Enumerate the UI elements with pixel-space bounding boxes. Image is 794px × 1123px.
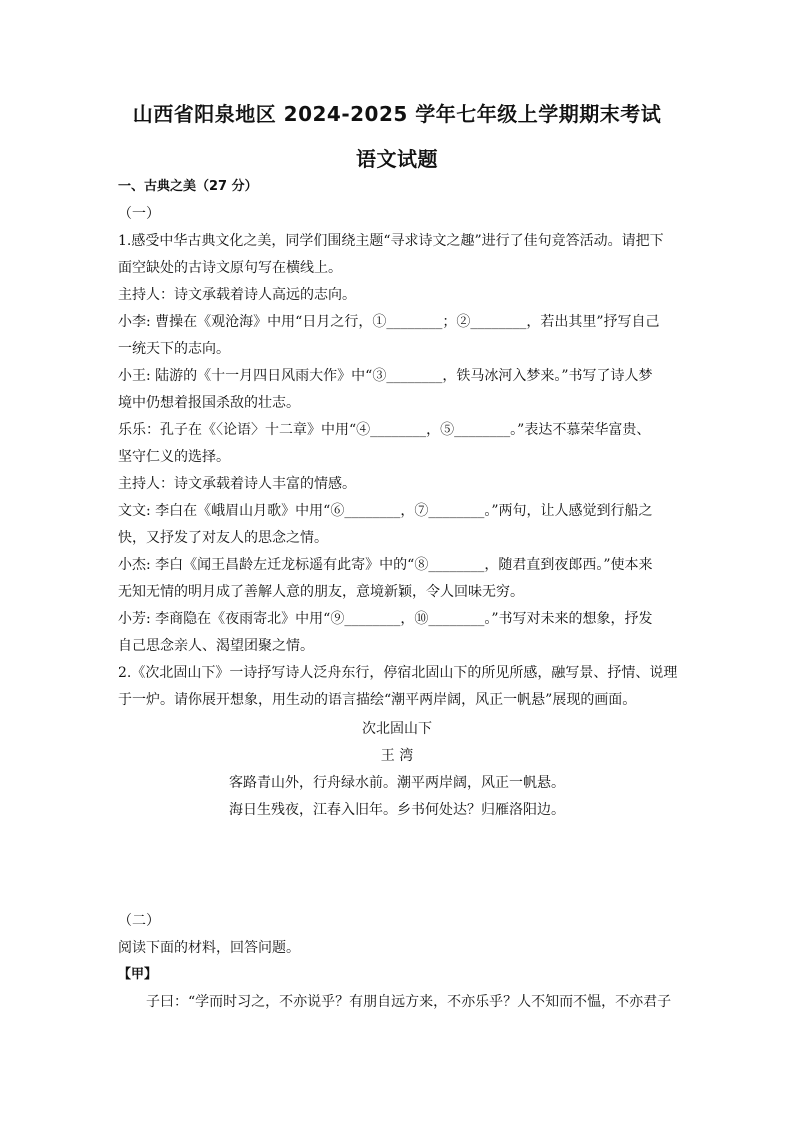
- subsection-heading: （一）: [118, 206, 160, 222]
- reading-instruction: 阅读下面的材料，回答问题。: [118, 940, 300, 956]
- fill-blank-line: 坚守仁义的选择。: [118, 449, 230, 465]
- host-line: 主持人：诗文承载着诗人丰富的情感。: [118, 476, 356, 492]
- fill-blank-line: 快，又抒发了对友人的思念之情。: [118, 530, 328, 546]
- host-line: 主持人：诗文承载着诗人高远的志向。: [118, 287, 356, 303]
- question-1-text: 1.感受中华古典文化之美，同学们围绕主题“寻求诗文之趣”进行了佳句竞答活动。请把下: [118, 233, 664, 249]
- fill-blank-line: 乐乐：孔子在《〈论语〉十二章》中用“④________，⑤________。”表达不慕荣华富贵、: [118, 422, 651, 438]
- fill-blank-line: 境中仍想着报国杀敌的壮志。: [118, 395, 300, 411]
- poem-line: 客路青山外，行舟绿水前。潮平两岸阔，风正一帆悬。: [229, 775, 565, 791]
- fill-blank-line: 无知无情的明月成了善解人意的朋友，意境新颖，令人回味无穷。: [118, 584, 524, 600]
- passage-text: 子曰：“学而时习之，不亦说乎？有朋自远方来，不亦乐乎？人不知而不愠，不亦君子: [146, 994, 672, 1010]
- subsection-heading: （二）: [118, 913, 160, 929]
- poem-title: 次北固山下: [362, 721, 432, 737]
- fill-blank-line: 小李: 曹操在《观沧海》中用“日月之行，①________；②________，若出其里”抒写自己: [118, 314, 660, 330]
- fill-blank-line: 文文: 李白在《峨眉山月歌》中用“⑥________，⑦________。”两句，让人感觉到行船之: [118, 503, 653, 519]
- section-heading: 一、古典之美（27 分）: [118, 179, 258, 194]
- poem-author: 王 湾: [380, 748, 414, 764]
- fill-blank-line: 小王: 陆游的《十一月四日风雨大作》中“③________，铁马冰河入梦来。”书写了诗人梦: [118, 368, 653, 384]
- passage-label: 【甲】: [118, 967, 158, 982]
- question-2-text: 2.《次北固山下》一诗抒写诗人泛舟东行，停宿北固山下的所见所感，融写景、抒情、说理: [118, 665, 678, 681]
- fill-blank-line: 小芳: 李商隐在《夜雨寄北》中用“⑨________，⑩________。”书写对未来的想象，抒发: [118, 611, 653, 627]
- question-2-text: 于一炉。请你展开想象，用生动的语言描绘“潮平两岸阔，风正一帆悬”展现的画面。: [118, 692, 637, 708]
- fill-blank-line: 一统天下的志向。: [118, 341, 230, 357]
- fill-blank-line: 小杰: 李白《闻王昌龄左迁龙标遥有此寄》中的“⑧________，随君直到夜郎西。”使本来: [118, 557, 653, 573]
- exam-title: 山西省阳泉地区 2024-2025 学年七年级上学期期末考试: [132, 102, 662, 126]
- fill-blank-line: 自己思念亲人、渴望团聚之情。: [118, 638, 314, 654]
- poem-line: 海日生残夜，江春入旧年。乡书何处达？归雁洛阳边。: [229, 802, 565, 818]
- question-1-text: 面空缺处的古诗文原句写在横线上。: [118, 260, 342, 276]
- exam-subtitle: 语文试题: [356, 147, 438, 171]
